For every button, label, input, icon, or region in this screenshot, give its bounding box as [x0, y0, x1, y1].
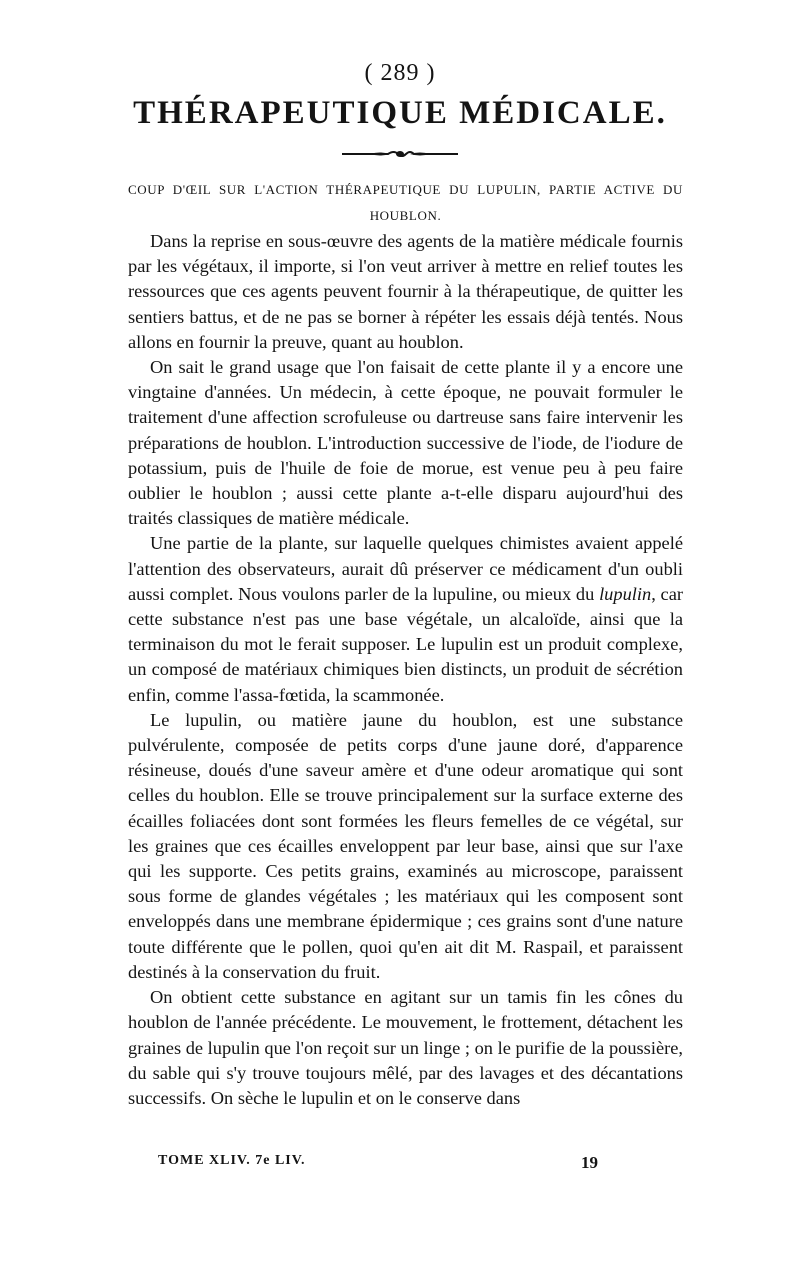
paragraph-4: Le lupulin, ou matière jaune du houblon, est une substance pulvérulente, composée de petits corps d'une jaune doré, d'apparence résineuse, doués d'une saveur amère et d'une odeur aromatique qui sont celles du houblon. Elle se trouve principalement sur la surface externe des écailles foliacées dont sont formées les fleurs femelles de ce végétal, sur les graines que ces écailles enveloppent par leur base, ainsi que sur l'axe qui les supporte. Ces petits grains, examinés au microscope, paraissent sous forme de glandes végétales ; les matériaux qui les composent sont enveloppés dans une membrane épidermique ; ces grains sont d'une nature toute différente que le pollen, quoi qu'en ait dit M. Raspail, et paraissent destinés à la conservation du fruit.	[128, 709, 683, 982]
signature-mark: 19	[581, 1153, 598, 1172]
paragraph-3-part-1: Une partie de la plante, sur laquelle quelques chimistes avaient appelé l'attention des observateurs, aurait dû préserver ce médicament d'un oubli aussi complet. Nous voulons parler de la lupuline, ou mieux du	[128, 533, 683, 604]
lupulin-italic: lupulin	[599, 583, 652, 604]
section-title: THÉRAPEUTIQUE MÉDICALE.	[133, 95, 667, 131]
paragraph-2: On sait le grand usage que l'on faisait de cette plante il y a encore une vingtaine d'années. Un médecin, à cette époque, ne pouvait formuler le traitement d'une affection scrofuleuse ou dartreuse sans faire intervenir les préparations de houblon. L'introduction successive de l'iode, de l'iodure de potassium, puis de l'huile de foie de morue, est venue peu à peu faire oublier le houblon ; aussi cette plante a-t-elle disparu aujourd'hui des traités classiques de matière médicale.	[128, 357, 683, 529]
article-body	[128, 229, 683, 1111]
paragraph-3-part-2: , car cette substance n'est pas une base végétale, un alcaloïde, ainsi que la terminaison du mot le ferait supposer. Le lupulin est un produit complexe, un composé de matériaux chimiques bien distincts, un produit de sécrétion enfin, comme l'assa-fœtida, la scammonée.	[128, 583, 683, 705]
paragraph-1: Dans la reprise en sous-œuvre des agents de la matière médicale fournis par les végétaux, il importe, si l'on veut arriver à mettre en relief toutes les ressources que ces agents peuvent fournir à la thérapeutique, de quitter les sentiers battus, et de ne pas se borner à répéter les essais déjà tentés. Nous allons en fournir la preuve, quant au houblon.	[128, 231, 683, 352]
page-number: ( 289 )	[364, 60, 436, 86]
ornament-divider	[340, 148, 460, 160]
paragraph-5: On obtient cette substance en agitant sur un tamis fin les cônes du houblon de l'année précédente. Le mouvement, le frottement, détachent les graines de lupulin que l'on reçoit sur un linge ; on le purifie de la poussière, du sable qui s'y trouve toujours mêlé, par des lavages et des décantations successifs. On sèche le lupulin et on le conserve dans	[128, 987, 683, 1108]
paragraph-3	[128, 531, 683, 707]
article-title: COUP D'ŒIL SUR L'ACTION THÉRAPEUTIQUE DU LUPULIN, PARTIE ACTIVE DU HOUBLON.	[128, 182, 683, 223]
page-footer	[158, 1153, 598, 1172]
volume-info: TOME XLIV. 7e LIV.	[158, 1153, 306, 1168]
